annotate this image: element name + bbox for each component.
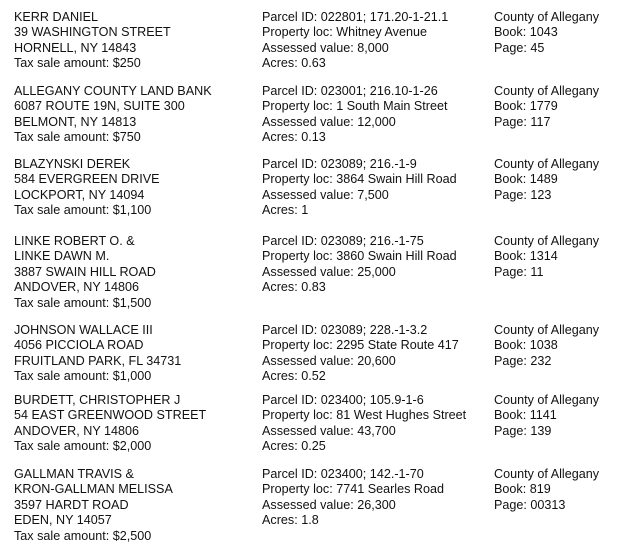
county-block <box>494 467 620 513</box>
deed-page: Page: 117 <box>494 114 551 129</box>
deed-book: Book: 1489 <box>494 172 558 187</box>
owner-block <box>14 234 249 311</box>
deed-book: Book: 1314 <box>494 249 558 264</box>
owner-street: 584 EVERGREEN DRIVE <box>14 172 160 187</box>
owner-name: ALLEGANY COUNTY LAND BANK <box>14 84 212 98</box>
county-block <box>494 393 620 439</box>
deed-page: Page: 45 <box>494 40 545 55</box>
assessed-value: Assessed value: 7,500 <box>262 187 389 202</box>
assessed-value: Assessed value: 20,600 <box>262 353 396 368</box>
parcel-id: Parcel ID: 023089; 216.-1-9 <box>262 157 417 171</box>
acres: Acres: 0.83 <box>262 280 326 295</box>
owner-name-2: LINKE DAWN M. <box>14 249 110 264</box>
parcel-block <box>262 393 490 455</box>
deed-page: Page: 232 <box>494 353 552 368</box>
deed-book: Book: 1038 <box>494 338 558 353</box>
deed-book: Book: 1043 <box>494 25 558 40</box>
owner-street: 54 EAST GREENWOOD STREET <box>14 408 207 423</box>
owner-block <box>14 84 249 146</box>
county-name: County of Allegany <box>494 84 600 98</box>
tax-sale-amount: Tax sale amount: $2,500 <box>14 528 152 543</box>
deed-page: Page: 11 <box>494 264 544 279</box>
owner-city-state-zip: EDEN, NY 14057 <box>14 513 112 528</box>
county-name: County of Allegany <box>494 157 600 171</box>
parcel-id: Parcel ID: 023400; 142.-1-70 <box>262 467 424 481</box>
owner-name: JOHNSON WALLACE III <box>14 323 153 337</box>
property-location: Property loc: 3864 Swain Hill Road <box>262 172 457 187</box>
owner-block <box>14 467 249 544</box>
assessed-value: Assessed value: 26,300 <box>262 497 396 512</box>
county-block <box>494 323 620 369</box>
owner-city-state-zip: ANDOVER, NY 14806 <box>14 423 140 438</box>
parcel-block <box>262 10 490 72</box>
deed-page: Page: 139 <box>494 423 552 438</box>
owner-name: LINKE ROBERT O. & <box>14 234 135 248</box>
tax-sale-amount: Tax sale amount: $2,000 <box>14 439 152 454</box>
parcel-id: Parcel ID: 023001; 216.10-1-26 <box>262 84 438 98</box>
county-name: County of Allegany <box>494 467 600 481</box>
property-location: Property loc: 3860 Swain Hill Road <box>262 249 457 264</box>
owner-block <box>14 157 249 219</box>
owner-city-state-zip: HORNELL, NY 14843 <box>14 40 137 55</box>
owner-city-state-zip: BELMONT, NY 14813 <box>14 114 137 129</box>
parcel-block <box>262 157 490 219</box>
parcel-id: Parcel ID: 023089; 228.-1-3.2 <box>262 323 428 337</box>
county-name: County of Allegany <box>494 323 600 337</box>
parcel-id: Parcel ID: 023400; 105.9-1-6 <box>262 393 424 407</box>
acres: Acres: 1 <box>262 203 309 218</box>
property-location: Property loc: 2295 State Route 417 <box>262 338 459 353</box>
property-location: Property loc: 1 South Main Street <box>262 99 448 114</box>
parcel-block <box>262 234 490 296</box>
parcel-block <box>262 323 490 385</box>
tax-sale-amount: Tax sale amount: $1,100 <box>14 203 152 218</box>
tax-sale-amount: Tax sale amount: $1,500 <box>14 295 152 310</box>
county-name: County of Allegany <box>494 10 600 24</box>
parcel-id: Parcel ID: 023089; 216.-1-75 <box>262 234 424 248</box>
owner-block <box>14 393 249 455</box>
owner-name: KERR DANIEL <box>14 10 98 24</box>
property-location: Property loc: Whitney Avenue <box>262 25 427 40</box>
county-block <box>494 10 620 56</box>
county-name: County of Allegany <box>494 393 600 407</box>
parcel-block <box>262 84 490 146</box>
county-block <box>494 84 620 130</box>
assessed-value: Assessed value: 12,000 <box>262 114 396 129</box>
owner-city-state-zip: FRUITLAND PARK, FL 34731 <box>14 353 182 368</box>
county-block <box>494 157 620 203</box>
county-name: County of Allegany <box>494 234 600 248</box>
county-block <box>494 234 620 280</box>
owner-name: BLAZYNSKI DEREK <box>14 157 131 171</box>
tax-sale-amount: Tax sale amount: $1,000 <box>14 369 152 384</box>
acres: Acres: 0.25 <box>262 439 326 454</box>
assessed-value: Assessed value: 8,000 <box>262 40 389 55</box>
owner-street: 39 WASHINGTON STREET <box>14 25 171 40</box>
tax-sale-amount: Tax sale amount: $250 <box>14 56 141 71</box>
owner-block <box>14 10 249 72</box>
owner-street: 6087 ROUTE 19N, SUITE 300 <box>14 99 185 114</box>
acres: Acres: 0.63 <box>262 56 326 71</box>
deed-book: Book: 1141 <box>494 408 557 423</box>
deed-book: Book: 1779 <box>494 99 558 114</box>
deed-book: Book: 819 <box>494 482 551 497</box>
acres: Acres: 0.52 <box>262 369 326 384</box>
owner-name-2: KRON-GALLMAN MELISSA <box>14 482 173 497</box>
deed-page: Page: 123 <box>494 187 552 202</box>
owner-city-state-zip: LOCKPORT, NY 14094 <box>14 187 145 202</box>
owner-name: BURDETT, CHRISTOPHER J <box>14 393 181 407</box>
tax-sale-amount: Tax sale amount: $750 <box>14 130 141 145</box>
owner-block <box>14 323 249 385</box>
property-location: Property loc: 81 West Hughes Street <box>262 408 467 423</box>
parcel-block <box>262 467 490 529</box>
parcel-id: Parcel ID: 022801; 171.20-1-21.1 <box>262 10 449 24</box>
owner-name: GALLMAN TRAVIS & <box>14 467 134 481</box>
acres: Acres: 1.8 <box>262 513 319 528</box>
owner-street: 3597 HARDT ROAD <box>14 497 129 512</box>
owner-street: 4056 PICCIOLA ROAD <box>14 338 144 353</box>
assessed-value: Assessed value: 25,000 <box>262 264 396 279</box>
property-location: Property loc: 7741 Searles Road <box>262 482 445 497</box>
owner-street: 3887 SWAIN HILL ROAD <box>14 264 156 279</box>
acres: Acres: 0.13 <box>262 130 326 145</box>
assessed-value: Assessed value: 43,700 <box>262 423 396 438</box>
owner-city-state-zip: ANDOVER, NY 14806 <box>14 280 140 295</box>
deed-page: Page: 00313 <box>494 497 566 512</box>
